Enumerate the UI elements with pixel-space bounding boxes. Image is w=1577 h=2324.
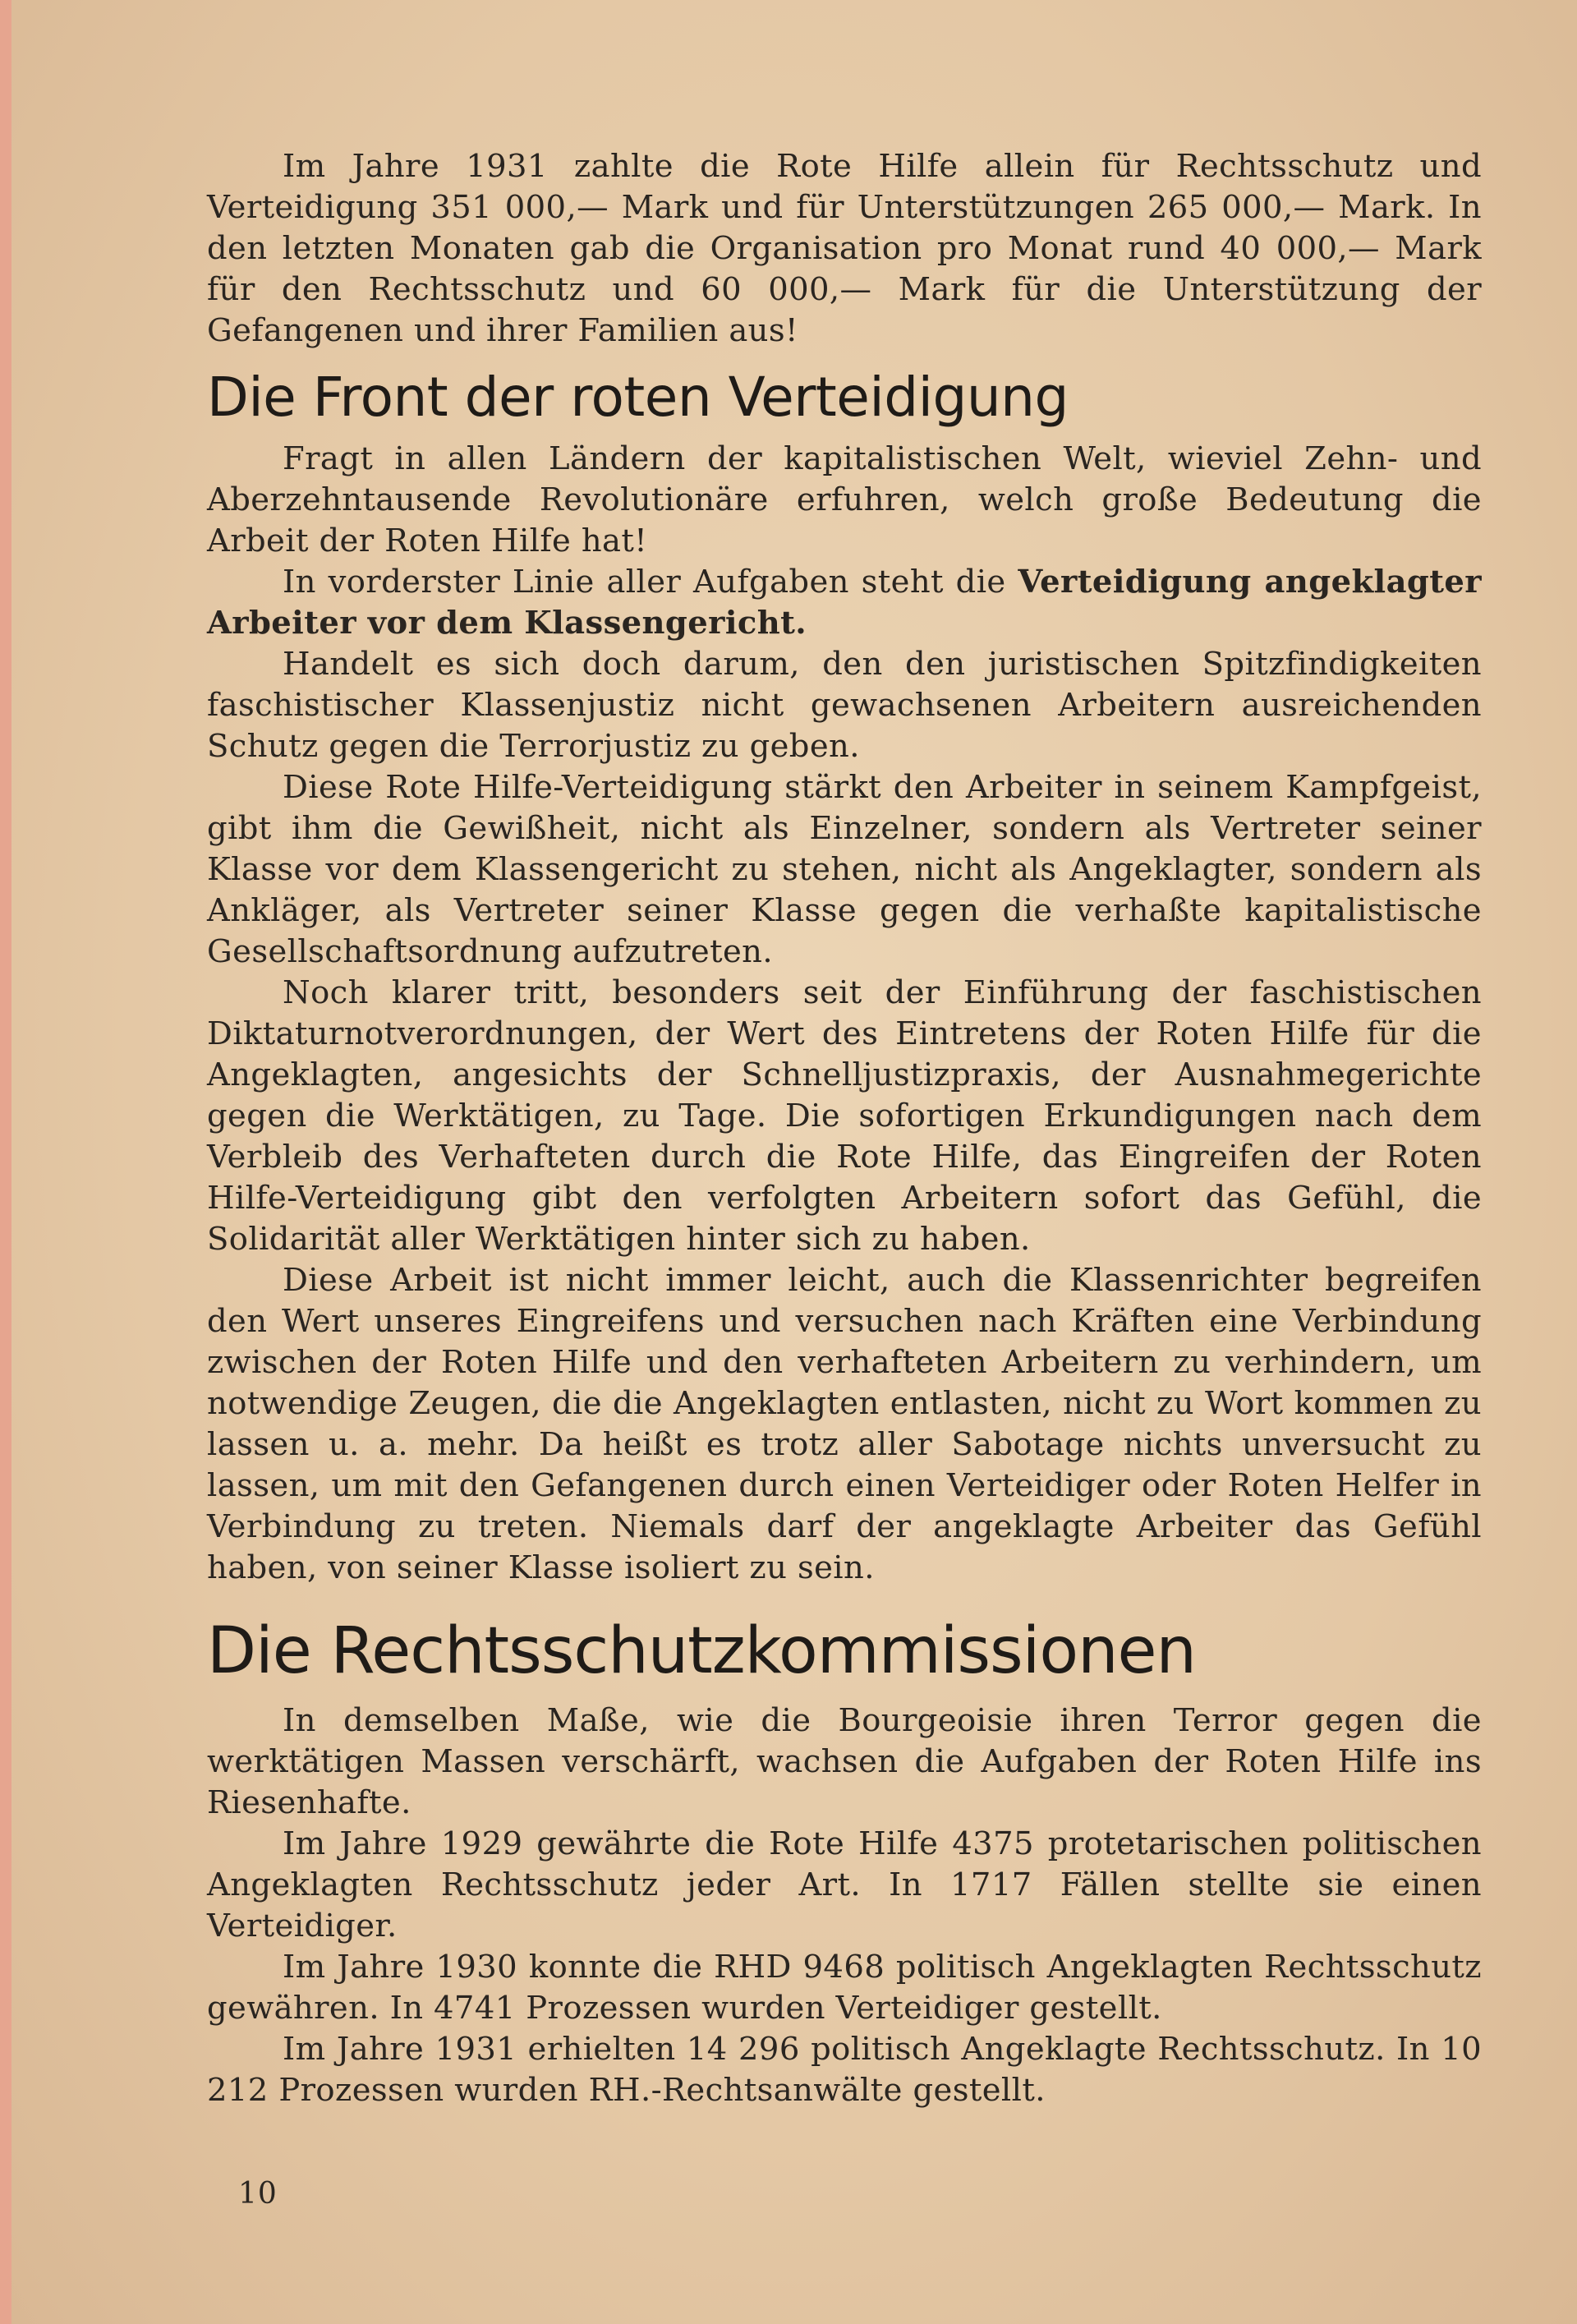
paragraph: Im Jahre 1930 konnte die RHD 9468 politisch Angeklagten Rechtsschutz gewähren. In 4741 Prozessen wurden Verteidiger gestellt. xyxy=(207,1949,1482,2027)
paragraph: In demselben Maße, wie die Bourgeoisie ihren Terror gegen die werktätigen Massen verschärft, wachsen die Aufgaben der Roten Hilfe ins Riesenhafte. xyxy=(207,1702,1482,1821)
paragraph: Diese Arbeit ist nicht immer leicht, auch die Klassenrichter begreifen den Wert unseres Eingreifens und versuchen nach Kräften eine Verbindung zwischen der Roten Hilfe und den verhafteten Arbeitern zu verhindern, um notwendige Zeugen, die die Angeklagten entlasten, nicht zu Wort kommen zu lassen u. a. mehr. Da heißt es trotz aller Sabotage nichts unversucht zu lassen, um mit den Gefangenen durch einen Verteidiger oder Roten Helfer in Verbindung zu treten. Niemals darf der angeklagte Arbeiter das Gefühl haben, von seiner Klasse isoliert zu sein. xyxy=(207,1262,1482,1586)
paragraph: Noch klarer tritt, besonders seit der Einführung der faschistischen Diktaturnotverordnungen, der Wert des Eintretens der Roten Hilfe für die Angeklagten, angesichts der Schnelljustizpraxis, der Ausnahmegerichte gegen die Werktätigen, zu Tage. Die sofortigen Erkundigungen nach dem Verbleib des Verhafteten durch die Rote Hilfe, das Eingreifen der Roten Hilfe-Verteidigung gibt den verfolgten Arbeitern sofort das Gefühl, die Solidarität aller Werktätigen hinter sich zu haben. xyxy=(207,974,1482,1258)
paragraph: Fragt in allen Ländern der kapitalistischen Welt, wieviel Zehn- und Aberzehntausende Revolutionäre erfuhren, welch große Bedeutung die Arbeit der Roten Hilfe hat! xyxy=(207,440,1482,559)
paragraph: Im Jahre 1929 gewährte die Rote Hilfe 4375 protetarischen politischen Angeklagten Rechtsschutz jeder Art. In 1717 Fällen stellte sie einen Verteidiger. xyxy=(207,1825,1482,1944)
paragraph: Diese Rote Hilfe-Verteidigung stärkt den Arbeiter in seinem Kampfgeist, gibt ihm die Gewißheit, nicht als Einzelner, sondern als Vertreter seiner Klasse vor dem Klassengericht zu stehen, nicht als Angeklagter, sondern als Ankläger, als Vertreter seiner Klasse gegen die verhaßte kapitalistische Gesellschaftsordnung aufzutreten. xyxy=(207,769,1482,970)
intro-paragraph: Im Jahre 1931 zahlte die Rote Hilfe allein für Rechtsschutz und Verteidigung 351 000,— Mark und für Unterstützungen 265 000,— Mark. In den letzten Monaten gab die Organisation pro Monat rund 40 000,— Mark für den Rechtsschutz und 60 000,— Mark für die Unterstützung der Gefangenen und ihrer Familien aus! xyxy=(207,148,1482,349)
paragraph-with-emphasis xyxy=(207,562,1482,644)
page-number: 10 xyxy=(238,2177,278,2211)
paragraph: Handelt es sich doch darum, den den juristischen Spitzfindigkeiten faschistischer Klassenjustiz nicht gewachsenen Arbeitern ausreichenden Schutz gegen die Terrorjustiz zu geben. xyxy=(207,646,1482,765)
emphasized-text: Verteidigung angeklagter Arbeiter vor dem Klassengericht. xyxy=(207,564,1482,642)
section-heading-front: Die Front der roten Verteidigung xyxy=(207,366,1069,429)
section-heading-rechtsschutz: Die Rechtsschutzkommissionen xyxy=(207,1614,1196,1688)
page-content xyxy=(207,146,1482,2111)
paragraph: Im Jahre 1931 erhielten 14 296 politisch Angeklagte Rechtsschutz. In 10 212 Prozessen wurden RH.-Rechtsanwälte gestellt. xyxy=(207,2031,1482,2109)
paragraph-text: In vorderster Linie aller Aufgaben steht die xyxy=(283,564,1018,601)
